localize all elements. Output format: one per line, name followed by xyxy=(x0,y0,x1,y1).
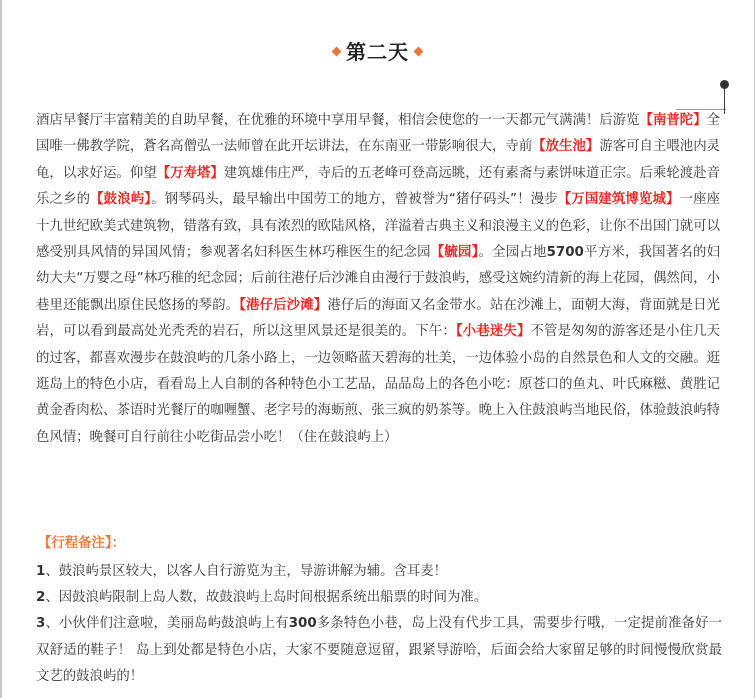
day-title-text: 第二天 xyxy=(346,40,409,64)
itinerary-text: 。全园占地 xyxy=(478,245,547,261)
highlighted-attraction: 【毓园】 xyxy=(430,245,479,261)
note-text: 、因鼓浪屿限制上岛人数，故鼓浪屿上岛时间根据系统出船票的时间为准。 xyxy=(45,590,488,606)
note-bold-number: 1 xyxy=(36,564,46,579)
itinerary-text: 港仔后的海面又名金带水。站在沙滩上，面朝大海，背面就是日光岩，可以看到最高处光秃秃的岩石，所以这里风景还是很美的。下午： xyxy=(36,297,721,340)
note-item xyxy=(36,559,722,585)
itinerary-text: 酒店早餐厅丰富精美的自助早餐，在优雅的环境中享用早餐，相信会使您的一一天都元气满满！后游览 xyxy=(36,113,640,128)
diamond-icon-right xyxy=(414,47,424,57)
note-item xyxy=(36,611,722,690)
highlighted-attraction: 【鼓浪屿】 xyxy=(90,192,152,208)
highlighted-attraction: 【万寿塔】 xyxy=(156,165,224,181)
itinerary-bold-number: 5700 xyxy=(546,245,584,261)
note-bold-number: 2 xyxy=(36,590,46,606)
itinerary-text: 全国唯一佛教学院，蒼名高僧弘一法师曾在此开坛讲法，在东南亚一带影响很大，寺前 xyxy=(36,113,720,155)
itinerary-paragraph xyxy=(36,108,720,451)
note-bold-number: 3 xyxy=(36,616,46,632)
highlighted-attraction: 【万国建筑博览城】 xyxy=(557,192,680,208)
itinerary-text: 不管是匆匆的游客还是小住几天的过客，都喜欢漫步在鼓浪屿的几条小路上，一边领略蓝天碧海的壮美，一边体验小岛的自然景色和人文的交融。逛逛岛上的特色小店，看看岛上人自制的各种特色小工艺品，品品岛上的各色小吃：原苍口的鱼丸、叶氏麻糍、黄胜记黄金香肉松、茶语时光餐厅的咖喱蟹、老字号的海蛎煎、张三疯的奶茶等。晚上入住鼓浪屿当地民俗，体验鼓浪屿特色风情；晚餐可自行前往小吃街品尝小吃！（住在鼓浪屿上） xyxy=(36,324,720,445)
note-text: 、鼓浪屿景区较大，以客人自行游览为主，导游讲解为辅。含耳麦！ xyxy=(45,564,448,579)
highlighted-attraction: 【小巷迷失】 xyxy=(455,324,531,340)
note-bold-number: 300 xyxy=(288,616,317,632)
note-item xyxy=(36,585,722,611)
highlighted-attraction: 【南普陀】 xyxy=(639,113,707,128)
note-text: 、小伙伴们注意啦，美丽岛屿鼓浪屿上有 xyxy=(45,616,289,632)
diamond-icon-left xyxy=(332,47,342,57)
itinerary-text: 建筑雄伟庄严，寺后的五老峰可登高远眺，还有素斋与素饼味道正宗。后乘轮渡赴音乐之乡的 xyxy=(36,165,721,208)
corner-dot-icon xyxy=(720,80,729,89)
itinerary-text: 游客可自主喂池内灵龟，以求好运。仰望 xyxy=(36,139,721,181)
highlighted-attraction: 【港仔后沙滩】 xyxy=(239,297,328,313)
day-heading xyxy=(0,38,755,66)
note-text: 多条特色小巷，岛上没有代步工具，需要步行哦，一定提前准备好一双舒适的鞋子！ 岛上到处都是特色小店，大家不要随意逗留，跟紧导游哈，后面会给大家留足够的时间慢慢欣赏最文艺的鼓浪屿的！ xyxy=(36,616,723,684)
notes-list xyxy=(36,559,722,690)
itinerary-text: 平方米，我国著名的妇幼大夫“万婴之母”林巧稚的纪念园；后前往港仔后沙滩自由漫行于鼓浪屿，感受这婉约清新的海上花园，偶然间，小巷里还能飘出原住民悠扬的琴韵。 xyxy=(36,245,721,313)
itinerary-text: 一座座十九世纪欧美式建筑物，错落有致，具有浓烈的欧陆风格，洋溢着古典主义和浪漫主义的色彩，让你不出国门就可以感受别具风情的异国风情；参观著名妇科医生林巧稚医生的纪念园 xyxy=(36,192,721,261)
notes-heading: 【行程备注】： xyxy=(38,536,126,551)
itinerary-text: 。钢琴码头，最早输出中国劳工的地方，曾被誉为“猪仔码头”！漫步 xyxy=(151,192,558,208)
page-frame-left xyxy=(0,0,2,698)
highlighted-attraction: 【放生池】 xyxy=(532,139,600,155)
